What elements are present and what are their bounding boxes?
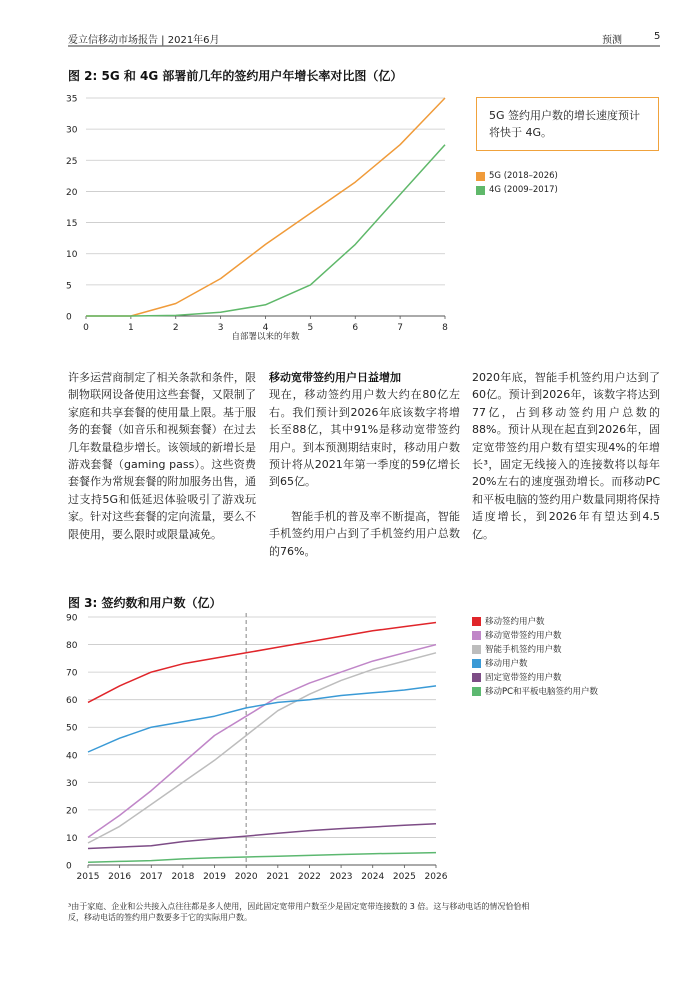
- legend-item-fixed-broadband: [472, 670, 598, 684]
- legend-item-mobile-broadband: [472, 628, 598, 642]
- series-line-2: [86, 145, 445, 316]
- legend-item-pc-tablet: [472, 684, 598, 698]
- legend-label: 移动宽带签约用户数: [485, 631, 562, 641]
- y-tick-label: 80: [66, 641, 78, 652]
- y-tick-label: 90: [66, 613, 78, 624]
- x-tick-label: 2026: [424, 872, 448, 882]
- x-tick-label: 2019: [203, 872, 226, 882]
- x-tick-label: 6: [352, 323, 359, 333]
- legend-swatch-4g: [476, 186, 485, 195]
- x-tick-label: 2018: [171, 872, 195, 882]
- x-tick-label: 3: [217, 323, 224, 333]
- x-tick-label: 2022: [298, 872, 321, 882]
- legend-item-mobile-subscriptions: [472, 614, 598, 628]
- series-line-6: [88, 853, 436, 863]
- figure3-chart: [60, 608, 455, 884]
- y-tick-label: 30: [66, 778, 78, 789]
- legend-item-mobile-users: [472, 656, 598, 670]
- legend-item-5g: [476, 169, 558, 183]
- figure2-legend: [476, 169, 558, 197]
- x-tick-label: 2017: [139, 872, 163, 882]
- legend-swatch: [472, 673, 481, 682]
- x-tick-label: 2020: [234, 872, 258, 882]
- y-tick-label: 30: [66, 125, 78, 136]
- x-tick-label: 2025: [392, 872, 416, 882]
- legend-label: 移动PC和平板电脑签约用户数: [485, 687, 599, 697]
- body-column-1: [68, 369, 256, 543]
- body-column-2: [269, 369, 460, 560]
- legend-swatch: [472, 659, 481, 668]
- legend-item-smartphone: [472, 642, 598, 656]
- page-number: 5: [654, 31, 661, 42]
- x-tick-label: 4: [262, 323, 269, 333]
- x-tick-label: 2016: [108, 872, 132, 882]
- body-paragraph: 许多运营商制定了相关条款和条件，限制物联网设备使用这些套餐，又限制了家庭和共享套餐的使用量上限。基于服务的套餐（如音乐和视频套餐）在过去几年数量稳步增长。该领域的新增长是游戏套餐（gaming pass）。这些资费套餐作为常规套餐的附加服务出售，通过支持5G和低延迟体验吸引了游戏玩家。针对这些套餐的定向流量，要么不限使用，要么限时或限量减免。: [68, 371, 256, 541]
- legend-label-4g: 4G (2009–2017): [489, 185, 558, 195]
- y-tick-label: 70: [66, 668, 78, 679]
- legend-item-4g: [476, 183, 558, 197]
- x-tick-label: 5: [307, 323, 314, 333]
- x-tick-label: 2024: [361, 872, 385, 882]
- y-tick-label: 0: [66, 312, 72, 323]
- y-tick-label: 20: [66, 806, 78, 817]
- figure2-chart: [60, 88, 455, 350]
- y-tick-label: 60: [66, 696, 78, 707]
- section-label: 预测: [602, 35, 622, 46]
- figure2-title: 图 2: 5G 和 4G 部署前几年的签约用户年增长率对比图（亿）: [68, 69, 403, 83]
- header-divider: [68, 45, 660, 47]
- section-heading: 移动宽带签约用户日益增加: [269, 371, 401, 384]
- legend-swatch: [472, 631, 481, 640]
- figure3-title: 图 3: 签约数和用户数（亿）: [68, 596, 222, 610]
- legend-label-5g: 5G (2018–2026): [489, 171, 558, 181]
- x-tick-label: 2023: [329, 872, 353, 882]
- legend-label: 固定宽带签约用户数: [485, 673, 562, 683]
- body-paragraph: 智能手机的普及率不断提高，智能手机签约用户占到了手机签约用户总数的76%。: [269, 509, 460, 558]
- y-tick-label: 35: [66, 94, 78, 105]
- x-tick-label: 1: [128, 323, 134, 333]
- series-line-5: [88, 824, 436, 849]
- legend-swatch-5g: [476, 172, 485, 181]
- x-tick-label: 2021: [266, 872, 290, 882]
- legend-label: 移动签约用户数: [485, 617, 545, 627]
- x-tick-label: 2015: [76, 872, 100, 882]
- body-paragraph: 现在，移动签约用户数大约在80亿左右。我们预计到2026年底该数字将增长至88亿，其中91%是移动宽带签约用户。到本预测期结束时，移动用户数预计将从2021年第一季度的59亿增长到65亿。: [269, 388, 460, 489]
- y-tick-label: 20: [66, 187, 78, 198]
- y-tick-label: 10: [66, 833, 78, 844]
- body-paragraph: 2020年底，智能手机签约用户达到了60亿。预计到2026年，该数字将达到77亿，占到移动签约用户总数的88%。预计从现在起直到2026年，固定宽带签约用户数有望实现4%的年增长³，固定无线接入的连接数将以每年20%左右的速度强劲增长。而移动PC和平板电脑的签约用户数量同期将保持适度增长，到2026年有望达到4.5亿。: [472, 371, 660, 541]
- y-tick-label: 40: [66, 751, 78, 762]
- series-line-4: [88, 686, 436, 752]
- y-tick-label: 5: [66, 281, 72, 292]
- x-tick-label: 0: [83, 323, 89, 333]
- y-tick-label: 25: [66, 156, 78, 167]
- series-line-1: [88, 623, 436, 703]
- body-column-3: [472, 369, 660, 543]
- series-line-1: [86, 98, 445, 316]
- y-tick-label: 0: [66, 861, 72, 872]
- legend-swatch: [472, 645, 481, 654]
- x-tick-label: 7: [397, 323, 403, 333]
- report-title: 爱立信移动市场报告 | 2021年6月: [68, 35, 220, 46]
- x-axis-label: 自部署以来的年数: [231, 332, 300, 342]
- legend-swatch: [472, 617, 481, 626]
- x-tick-label: 8: [442, 323, 448, 333]
- y-tick-label: 10: [66, 250, 78, 261]
- legend-label: 移动用户数: [485, 659, 528, 669]
- y-tick-label: 15: [66, 219, 78, 230]
- legend-label: 智能手机签约用户数: [485, 645, 562, 655]
- legend-swatch: [472, 687, 481, 696]
- figure3-legend: [472, 614, 598, 698]
- y-tick-label: 50: [66, 723, 78, 734]
- series-line-2: [88, 645, 436, 838]
- footnote: ³由于家庭、企业和公共接入点往往都是多人使用，因此固定宽带用户数至少是固定宽带连接数的 3 倍。这与移动电话的情况恰恰相反，移动电话的签约用户数要多于它的实际用户数。: [68, 902, 530, 922]
- x-tick-label: 2: [172, 323, 179, 333]
- series-line-3: [88, 653, 436, 843]
- figure2-callout: 5G 签约用户数的增长速度预计将快于 4G。: [476, 97, 659, 151]
